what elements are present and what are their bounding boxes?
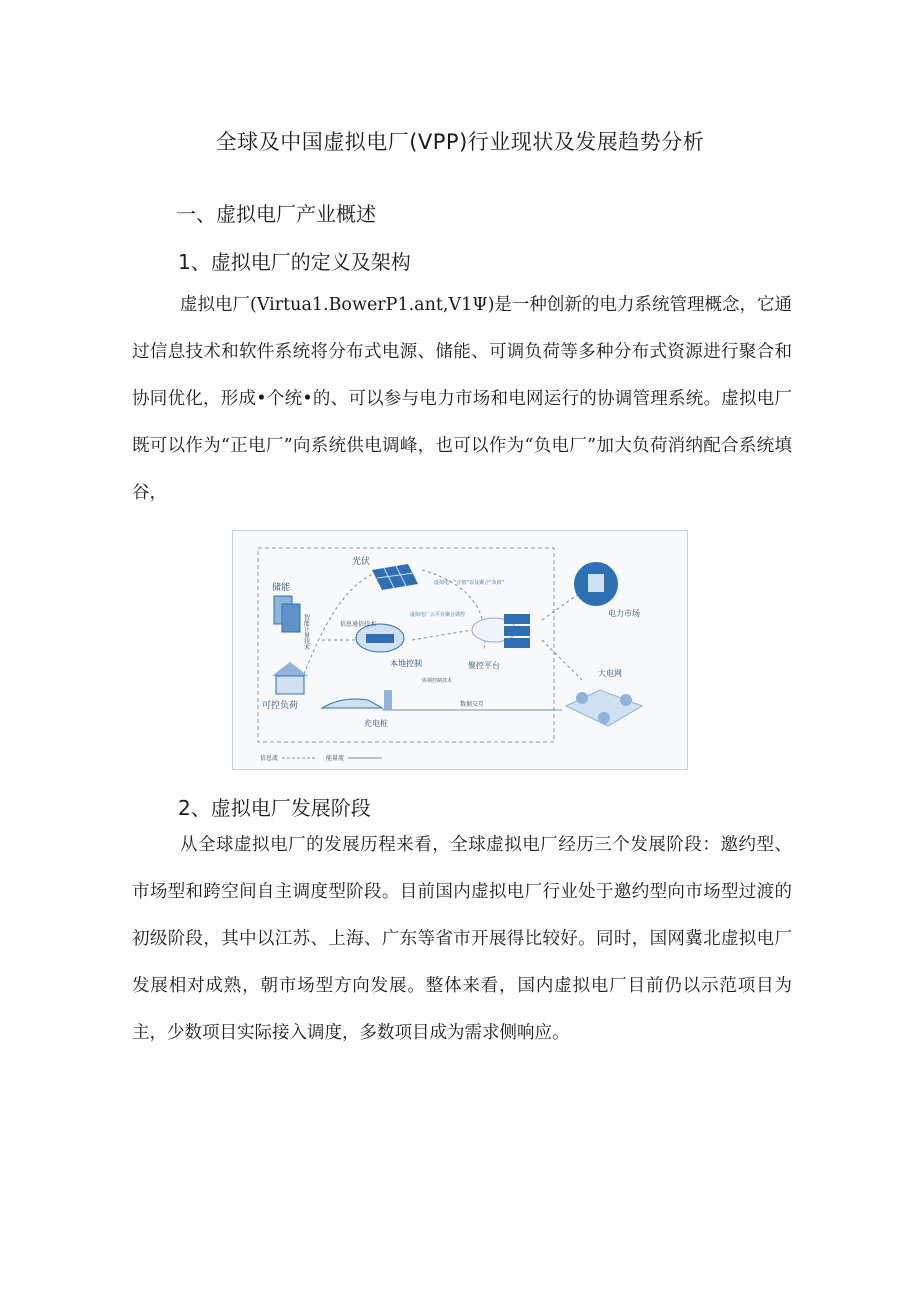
paragraph-2: 从全球虚拟电厂的发展历程来看，全球虚拟电厂经历三个发展阶段：邀约型、市场型和跨空间自主调度型阶段。目前国内虚拟电厂行业处于邀约型向市场型过渡的初级阶段，其中以江苏、上海、广东等省市开展得比较好。同时，国网冀北虚拟电厂发展相对成熟，朝市场型方向发展。整体来看，国内虚拟电厂目前仍以示范项目为主，少数项目实际接入调度，多数项目成为需求侧响应。: [132, 835, 792, 1043]
coordination-label: 协调控制技术: [422, 678, 453, 684]
cloud-note: 虚拟电厂云平台聚合调控: [410, 612, 466, 618]
storage-label: 储能: [272, 583, 291, 593]
section-heading: 一、虚拟电厂产业概述: [176, 202, 376, 226]
grid-label: 大电网: [598, 669, 622, 678]
info-comm-label: 信息通信技术: [340, 621, 377, 628]
vpp-architecture-figure: [232, 530, 688, 770]
market-label: 电力市场: [608, 609, 640, 618]
subsection-heading-2: 2、虚拟电厂发展阶段: [178, 796, 371, 820]
smart-meter-label: 智能计量技术: [302, 614, 310, 650]
paragraph-1: 虚拟电厂(Virtua1.BowerP1.ant,V1Ψ)是一种创新的电力系统管理概念，它通过信息技术和软件系统将分布式电源、储能、可调负荷等多种分布式资源进行聚合和协同优化，形成•个统•的、可以参与电力市场和电网运行的协调管理系统。虚拟电厂既可以作为“正电厂”向系统供电调峰，也可以作为“负电厂”加大负荷消纳配合系统填谷，: [132, 295, 792, 503]
load-label: 可控负荷: [262, 701, 299, 711]
subsection-heading-1: 1、虚拟电厂的定义及架构: [178, 250, 411, 274]
pv-label: 光伏: [352, 557, 371, 567]
cloud-icon: [356, 624, 404, 652]
doc-title: 全球及中国虚拟电厂(VPP)行业现状及发展趋势分析: [215, 130, 705, 154]
charging-label: 充电桩: [364, 719, 388, 728]
legend-info: 信息流: [260, 755, 279, 762]
vpp-note: 虚拟电厂“正值”以及聚合“负荷”: [434, 580, 505, 586]
aggregation-label: 聚控平台: [468, 661, 500, 670]
data-interaction-label: 数据交互: [460, 701, 485, 708]
power-market-icon: [574, 562, 618, 606]
local-control-label: 本地控制: [390, 659, 422, 668]
legend-energy: 能量流: [326, 755, 345, 762]
